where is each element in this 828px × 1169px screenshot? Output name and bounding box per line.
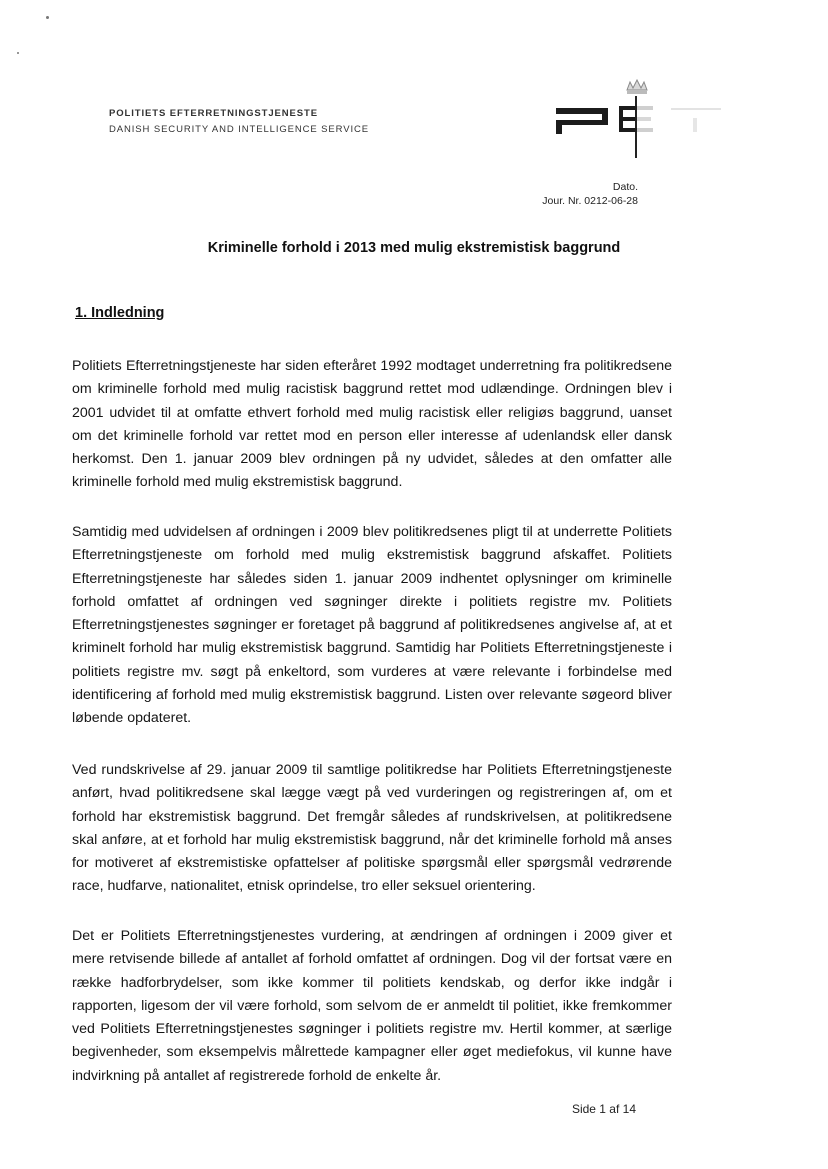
body-paragraph: Det er Politiets Efterretningstjenestes vurdering, at ændringen af ordningen i 2009 giver et mere retvisende billede af antallet af forhold omfattet af ordningen. Dog vil der fortsat være en række hadforbrydelser, som ikke kommer til politiets kendskab, og derfor ikke indgår i rapporten, ligesom der vil være forhold, som selvom de er anmeldt til politiet, ikke fremkommer ved Politiets Efterretningstjenestes søgninger i politiets registre mv. Hertil kommer, at særlige begivenheder, som eksempelvis målrettede kampagner eller øget mediefokus, vil kunne have indvirkning på antallet af registrerede forhold de enkelte år. <box>72 928 672 1084</box>
body-paragraph: Ved rundskrivelse af 29. januar 2009 til samtlige politikredse har Politiets Efterretningstjeneste anført, hvad politikredsene skal lægge vægt på ved vurderingen og registreringen af, om et forhold har ekstremistisk baggrund. Det fremgår således af rundskrivelsen, at politikredsene skal anføre, at et forhold har mulig ekstremistisk baggrund, når det kriminelle forhold må anses for motiveret af ekstremistiske opfattelser af politiske spørgsmål eller spørgsmål vedrørende race, hudfarve, nationalitet, etnisk oprindelse, tro eller seksuel orientering. <box>72 762 672 895</box>
agency-name-danish: POLITIETS EFTERRETNINGSTJENESTE <box>109 108 318 119</box>
document-title: Kriminelle forhold i 2013 med mulig ekstremistisk baggrund <box>207 240 621 256</box>
body-paragraph: Samtidig med udvidelsen af ordningen i 2009 blev politikredsenes pligt til at underrette Politiets Efterretningstjeneste om forhold med mulig ekstremistisk baggrund afskaffet. Politiets Efterretningstjeneste har således siden 1. januar 2009 indhentet oplysninger om kriminelle forhold omfattet af ordningen ved søgninger direkte i politiets registre mv. Politiets Efterretningstjenestes søgninger er foretaget på baggrund af politikredsenes angivelse af, at et kriminelt forhold har mulig ekstremistisk baggrund. Samtidig har Politiets Efterretningstjeneste i politiets registre mv. søgt på enkeltord, som vurderes at være relevante i forbindelse med identificering af forhold med mulig ekstremistisk baggrund. Listen over relevante søgeord bliver løbende opdateret. <box>72 524 672 727</box>
crown-icon <box>627 80 647 94</box>
section-heading: 1. Indledning <box>75 305 165 321</box>
body-paragraph: Politiets Efterretningstjeneste har siden efteråret 1992 modtaget underretning fra politikredsene om kriminelle forhold med mulig racistisk baggrund rettet mod udlændinge. Ordningen blev i 2001 udvidet til at omfatte ethvert forhold med mulig racistisk eller religiøs baggrund, uanset om det kriminelle forhold var rettet mod en person eller interesse af udenlandsk eller dansk herkomst. Den 1. januar 2009 blev ordningen på ny udvidet, således at den omfatter alle kriminelle forhold med mulig ekstremistisk baggrund. <box>72 358 672 491</box>
agency-name-english: DANISH SECURITY AND INTELLIGENCE SERVICE <box>109 124 370 135</box>
page-number: Side 1 af 14 <box>571 1102 636 1116</box>
journal-number: Jour. Nr. 0212-06-28 <box>542 195 638 207</box>
pet-logo <box>553 78 723 158</box>
date-label: Dato. <box>612 181 638 193</box>
scan-speck <box>17 52 19 54</box>
scan-speck <box>46 16 49 19</box>
